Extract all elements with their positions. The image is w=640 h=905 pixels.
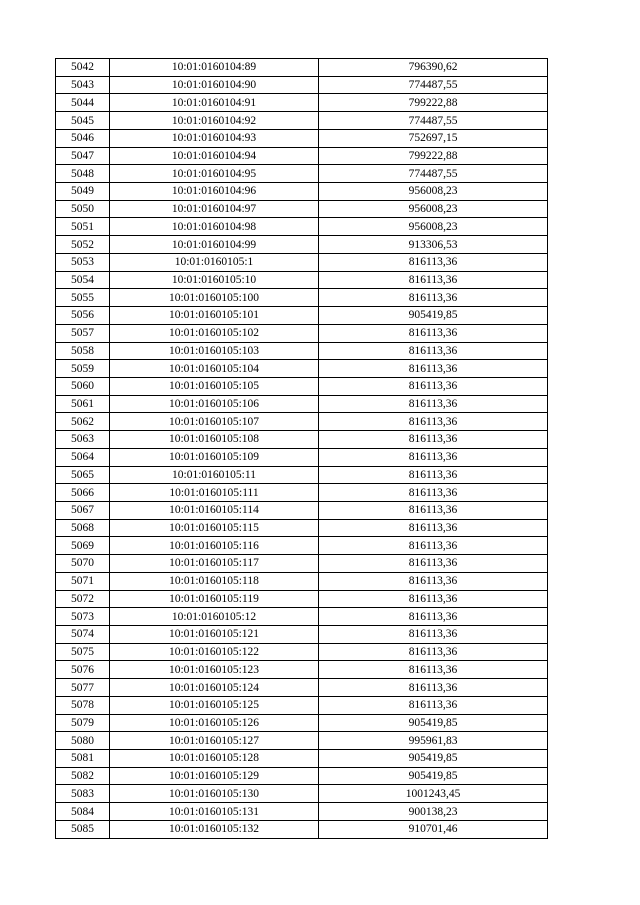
table-row xyxy=(56,679,548,697)
table-row xyxy=(56,307,548,325)
table-row xyxy=(56,253,548,271)
table-row xyxy=(56,626,548,644)
row-number-cell: 5081 xyxy=(56,750,110,768)
cadastral-value-cell: 796390,62 xyxy=(319,59,548,77)
row-number-cell: 5077 xyxy=(56,679,110,697)
cadastral-number-cell: 10:01:0160105:10 xyxy=(110,271,319,289)
row-number-cell: 5084 xyxy=(56,803,110,821)
cadastral-number-cell: 10:01:0160105:106 xyxy=(110,395,319,413)
row-number-cell: 5046 xyxy=(56,129,110,147)
row-number-cell: 5053 xyxy=(56,253,110,271)
cadastral-value-cell: 816113,36 xyxy=(319,572,548,590)
cadastral-value-cell: 905419,85 xyxy=(319,767,548,785)
row-number-cell: 5065 xyxy=(56,466,110,484)
row-number-cell: 5047 xyxy=(56,147,110,165)
row-number-cell: 5042 xyxy=(56,59,110,77)
row-number-cell: 5079 xyxy=(56,714,110,732)
cadastral-value-cell: 774487,55 xyxy=(319,165,548,183)
table-row xyxy=(56,431,548,449)
table-row xyxy=(56,750,548,768)
cadastral-number-cell: 10:01:0160105:128 xyxy=(110,750,319,768)
cadastral-value-cell: 816113,36 xyxy=(319,289,548,307)
cadastral-number-cell: 10:01:0160105:126 xyxy=(110,714,319,732)
cadastral-value-cell: 816113,36 xyxy=(319,537,548,555)
cadastral-value-cell: 816113,36 xyxy=(319,679,548,697)
row-number-cell: 5082 xyxy=(56,767,110,785)
cadastral-number-cell: 10:01:0160105:121 xyxy=(110,626,319,644)
row-number-cell: 5052 xyxy=(56,236,110,254)
row-number-cell: 5054 xyxy=(56,271,110,289)
table-row xyxy=(56,608,548,626)
cadastral-number-cell: 10:01:0160105:107 xyxy=(110,413,319,431)
table-row xyxy=(56,147,548,165)
row-number-cell: 5045 xyxy=(56,112,110,130)
table-row xyxy=(56,661,548,679)
row-number-cell: 5069 xyxy=(56,537,110,555)
cadastral-number-cell: 10:01:0160105:132 xyxy=(110,820,319,838)
row-number-cell: 5043 xyxy=(56,76,110,94)
row-number-cell: 5057 xyxy=(56,324,110,342)
cadastral-number-cell: 10:01:0160104:97 xyxy=(110,200,319,218)
row-number-cell: 5064 xyxy=(56,448,110,466)
table-row xyxy=(56,572,548,590)
cadastral-value-cell: 816113,36 xyxy=(319,661,548,679)
table-row xyxy=(56,484,548,502)
table-row xyxy=(56,236,548,254)
cadastral-value-cell: 905419,85 xyxy=(319,307,548,325)
cadastral-value-cell: 956008,23 xyxy=(319,218,548,236)
cadastral-number-cell: 10:01:0160105:101 xyxy=(110,307,319,325)
cadastral-value-table xyxy=(55,58,548,839)
table-row xyxy=(56,395,548,413)
cadastral-value-cell: 816113,36 xyxy=(319,253,548,271)
table-row xyxy=(56,183,548,201)
cadastral-value-cell: 816113,36 xyxy=(319,448,548,466)
cadastral-number-cell: 10:01:0160105:104 xyxy=(110,360,319,378)
cadastral-value-cell: 816113,36 xyxy=(319,466,548,484)
table-row xyxy=(56,519,548,537)
cadastral-value-cell: 816113,36 xyxy=(319,484,548,502)
cadastral-value-cell: 913306,53 xyxy=(319,236,548,254)
table-row xyxy=(56,537,548,555)
row-number-cell: 5051 xyxy=(56,218,110,236)
cadastral-value-cell: 900138,23 xyxy=(319,803,548,821)
table-row xyxy=(56,590,548,608)
cadastral-value-cell: 816113,36 xyxy=(319,555,548,573)
cadastral-value-cell: 774487,55 xyxy=(319,76,548,94)
cadastral-number-cell: 10:01:0160105:116 xyxy=(110,537,319,555)
table-row xyxy=(56,289,548,307)
cadastral-value-cell: 910701,46 xyxy=(319,820,548,838)
cadastral-value-cell: 1001243,45 xyxy=(319,785,548,803)
table-row xyxy=(56,714,548,732)
table-row xyxy=(56,448,548,466)
cadastral-number-cell: 10:01:0160105:11 xyxy=(110,466,319,484)
row-number-cell: 5078 xyxy=(56,696,110,714)
cadastral-value-cell: 816113,36 xyxy=(319,608,548,626)
row-number-cell: 5076 xyxy=(56,661,110,679)
cadastral-number-cell: 10:01:0160104:96 xyxy=(110,183,319,201)
cadastral-number-cell: 10:01:0160105:100 xyxy=(110,289,319,307)
row-number-cell: 5044 xyxy=(56,94,110,112)
table-row xyxy=(56,342,548,360)
table-row xyxy=(56,767,548,785)
row-number-cell: 5050 xyxy=(56,200,110,218)
table-row xyxy=(56,555,548,573)
row-number-cell: 5063 xyxy=(56,431,110,449)
cadastral-number-cell: 10:01:0160105:12 xyxy=(110,608,319,626)
cadastral-number-cell: 10:01:0160105:131 xyxy=(110,803,319,821)
cadastral-number-cell: 10:01:0160104:91 xyxy=(110,94,319,112)
cadastral-number-cell: 10:01:0160104:99 xyxy=(110,236,319,254)
cadastral-number-cell: 10:01:0160105:1 xyxy=(110,253,319,271)
table-row xyxy=(56,271,548,289)
cadastral-number-cell: 10:01:0160104:93 xyxy=(110,129,319,147)
row-number-cell: 5049 xyxy=(56,183,110,201)
cadastral-value-cell: 816113,36 xyxy=(319,413,548,431)
table-row xyxy=(56,76,548,94)
row-number-cell: 5055 xyxy=(56,289,110,307)
cadastral-number-cell: 10:01:0160105:102 xyxy=(110,324,319,342)
cadastral-value-cell: 905419,85 xyxy=(319,750,548,768)
cadastral-number-cell: 10:01:0160104:90 xyxy=(110,76,319,94)
row-number-cell: 5062 xyxy=(56,413,110,431)
table-body xyxy=(56,59,548,839)
table-row xyxy=(56,466,548,484)
cadastral-value-cell: 816113,36 xyxy=(319,590,548,608)
cadastral-number-cell: 10:01:0160105:127 xyxy=(110,732,319,750)
cadastral-value-cell: 816113,36 xyxy=(319,643,548,661)
cadastral-number-cell: 10:01:0160105:117 xyxy=(110,555,319,573)
cadastral-number-cell: 10:01:0160105:111 xyxy=(110,484,319,502)
cadastral-number-cell: 10:01:0160105:119 xyxy=(110,590,319,608)
cadastral-number-cell: 10:01:0160105:130 xyxy=(110,785,319,803)
row-number-cell: 5059 xyxy=(56,360,110,378)
table-row xyxy=(56,377,548,395)
cadastral-value-cell: 816113,36 xyxy=(319,271,548,289)
table-row xyxy=(56,112,548,130)
table-row xyxy=(56,785,548,803)
cadastral-value-cell: 816113,36 xyxy=(319,360,548,378)
cadastral-number-cell: 10:01:0160105:125 xyxy=(110,696,319,714)
row-number-cell: 5066 xyxy=(56,484,110,502)
table-row xyxy=(56,218,548,236)
row-number-cell: 5060 xyxy=(56,377,110,395)
row-number-cell: 5074 xyxy=(56,626,110,644)
row-number-cell: 5083 xyxy=(56,785,110,803)
row-number-cell: 5071 xyxy=(56,572,110,590)
cadastral-number-cell: 10:01:0160104:89 xyxy=(110,59,319,77)
table-row xyxy=(56,324,548,342)
cadastral-number-cell: 10:01:0160105:129 xyxy=(110,767,319,785)
cadastral-value-cell: 816113,36 xyxy=(319,395,548,413)
cadastral-value-cell: 905419,85 xyxy=(319,714,548,732)
cadastral-value-cell: 816113,36 xyxy=(319,342,548,360)
table-row xyxy=(56,94,548,112)
table-row xyxy=(56,360,548,378)
cadastral-value-cell: 816113,36 xyxy=(319,626,548,644)
cadastral-value-cell: 816113,36 xyxy=(319,431,548,449)
cadastral-number-cell: 10:01:0160105:123 xyxy=(110,661,319,679)
cadastral-number-cell: 10:01:0160105:114 xyxy=(110,501,319,519)
table-row xyxy=(56,200,548,218)
table-row xyxy=(56,59,548,77)
cadastral-number-cell: 10:01:0160105:124 xyxy=(110,679,319,697)
row-number-cell: 5070 xyxy=(56,555,110,573)
row-number-cell: 5058 xyxy=(56,342,110,360)
table-row xyxy=(56,820,548,838)
cadastral-value-cell: 752697,15 xyxy=(319,129,548,147)
cadastral-number-cell: 10:01:0160105:109 xyxy=(110,448,319,466)
table-row xyxy=(56,165,548,183)
cadastral-value-cell: 956008,23 xyxy=(319,200,548,218)
table-row xyxy=(56,501,548,519)
cadastral-number-cell: 10:01:0160105:108 xyxy=(110,431,319,449)
cadastral-value-cell: 816113,36 xyxy=(319,696,548,714)
row-number-cell: 5072 xyxy=(56,590,110,608)
row-number-cell: 5085 xyxy=(56,820,110,838)
table-row xyxy=(56,803,548,821)
cadastral-number-cell: 10:01:0160104:92 xyxy=(110,112,319,130)
cadastral-value-cell: 816113,36 xyxy=(319,324,548,342)
row-number-cell: 5073 xyxy=(56,608,110,626)
table-row xyxy=(56,643,548,661)
cadastral-value-cell: 774487,55 xyxy=(319,112,548,130)
row-number-cell: 5048 xyxy=(56,165,110,183)
row-number-cell: 5061 xyxy=(56,395,110,413)
cadastral-value-cell: 816113,36 xyxy=(319,501,548,519)
cadastral-number-cell: 10:01:0160105:118 xyxy=(110,572,319,590)
cadastral-number-cell: 10:01:0160104:98 xyxy=(110,218,319,236)
cadastral-value-cell: 816113,36 xyxy=(319,519,548,537)
cadastral-value-cell: 816113,36 xyxy=(319,377,548,395)
row-number-cell: 5067 xyxy=(56,501,110,519)
cadastral-number-cell: 10:01:0160105:115 xyxy=(110,519,319,537)
row-number-cell: 5075 xyxy=(56,643,110,661)
table-row xyxy=(56,732,548,750)
cadastral-value-cell: 799222,88 xyxy=(319,147,548,165)
cadastral-number-cell: 10:01:0160105:105 xyxy=(110,377,319,395)
row-number-cell: 5080 xyxy=(56,732,110,750)
table-row xyxy=(56,413,548,431)
row-number-cell: 5068 xyxy=(56,519,110,537)
table-row xyxy=(56,696,548,714)
cadastral-number-cell: 10:01:0160104:95 xyxy=(110,165,319,183)
cadastral-value-cell: 799222,88 xyxy=(319,94,548,112)
table-row xyxy=(56,129,548,147)
cadastral-value-cell: 995961,83 xyxy=(319,732,548,750)
cadastral-number-cell: 10:01:0160104:94 xyxy=(110,147,319,165)
cadastral-number-cell: 10:01:0160105:103 xyxy=(110,342,319,360)
cadastral-number-cell: 10:01:0160105:122 xyxy=(110,643,319,661)
cadastral-value-cell: 956008,23 xyxy=(319,183,548,201)
row-number-cell: 5056 xyxy=(56,307,110,325)
